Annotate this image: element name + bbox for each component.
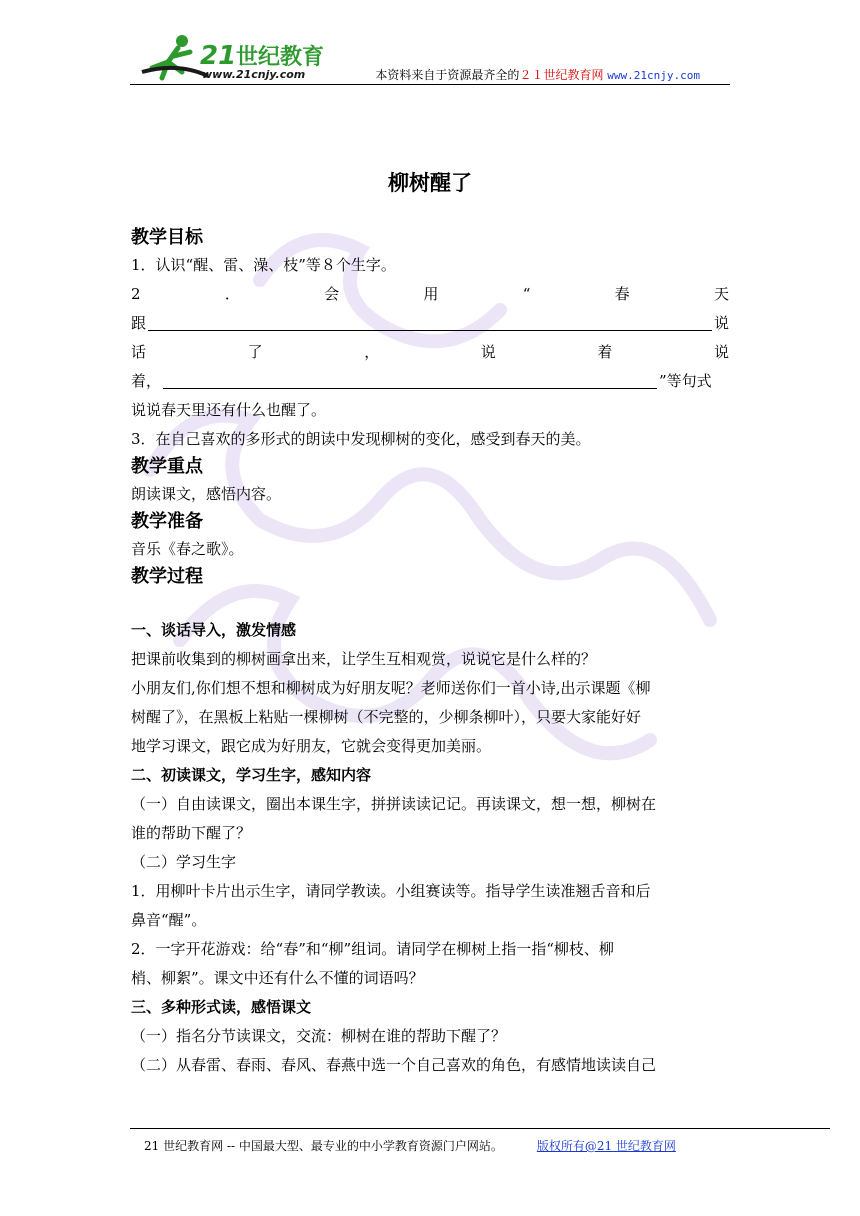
- process-part-2-title: 二、初读课文，学习生字，感知内容: [131, 766, 372, 784]
- prep-text: 音乐《春之歌》。: [131, 540, 244, 558]
- process-part-3-title: 三、多种形式读，感悟课文: [131, 998, 312, 1016]
- goal-item-3: 3．在自己喜欢的多形式的朗读中发现柳树的变化，感受到春天的美。: [131, 430, 591, 448]
- process-part-2-b2-line-1: 2．一字开花游戏：给“春”和“柳”组词。请同学在柳树上指一指“柳枝、柳: [131, 940, 614, 958]
- header-divider: [130, 84, 730, 85]
- goal-item-1: 1．认识“醒、雷、澡、枝”等８个生字。: [131, 256, 396, 274]
- footer-text: 21 世纪教育网 -- 中国最大型、最专业的中小学教育资源门户网站。: [144, 1139, 503, 1153]
- process-part-1-p1: 把课前收集到的柳树画拿出来，让学生互相观赏，说说它是什么样的？: [131, 650, 597, 668]
- section-heading-process: 教学过程: [131, 566, 203, 587]
- fill-in-blank-2: [163, 388, 657, 389]
- goal-item-2-line-2: 跟 说: [131, 314, 729, 332]
- process-part-2-a-line-1: （一）自由读课文，圈出本课生字，拼拼读读记记。再读课文，想一想，柳树在: [131, 795, 657, 813]
- document-body: [131, 225, 729, 1080]
- svg-text:世纪教育: 世纪教育: [236, 45, 325, 70]
- header-note-url[interactable]: www.21cnjy.com: [607, 69, 700, 82]
- page-header: [130, 28, 730, 86]
- goal-item-2-line-5: 说说春天里还有什么也醒了。: [131, 401, 327, 419]
- section-heading-prep: 教学准备: [131, 511, 203, 532]
- svg-text:www.21cnjy.com: www.21cnjy.com: [202, 68, 306, 81]
- footer-copyright-link[interactable]: 版权所有@21 世纪教育网: [536, 1139, 676, 1153]
- goal-item-2-line-3: 话 了 ， 说 着 说: [131, 343, 729, 361]
- process-part-2-a-line-2: 谁的帮助下醒了？: [131, 824, 252, 842]
- svg-text:21: 21: [200, 41, 237, 71]
- header-source-note: [375, 66, 700, 83]
- process-part-3-b: （二）从春雷、春雨、春风、春燕中选一个自己喜欢的角色，有感情地读读自己: [131, 1056, 657, 1074]
- process-part-1-p2-line-2: 树醒了》，在黑板上粘贴一棵柳树（不完整的，少柳条柳叶），只要大家能好好: [131, 708, 642, 726]
- page-footer: [144, 1137, 676, 1154]
- section-heading-focus: 教学重点: [131, 456, 203, 477]
- process-part-1-p2-line-1: 小朋友们,你们想不想和柳树成为好朋友呢？老师送你们一首小诗,出示课题《柳: [131, 679, 651, 697]
- footer-divider: [130, 1128, 830, 1129]
- process-part-2-b: （二）学习生字: [131, 853, 237, 871]
- process-part-1-p2-line-3: 地学习课文，跟它成为好朋友，它就会变得更加美丽。: [131, 737, 492, 755]
- section-heading-goals: 教学目标: [131, 227, 203, 248]
- header-note-prefix: 本资料来自于资源最齐全的: [375, 68, 520, 82]
- process-part-2-b2-line-2: 梢、柳絮”。课文中还有什么不懂的词语吗？: [131, 969, 424, 987]
- goal-item-2-line-1: 2 ． 会 用 “ 春 天: [131, 285, 729, 303]
- process-part-1-title: 一、谈话导入，激发情感: [131, 621, 297, 639]
- process-part-2-b1-line-2: 鼻音“醒”。: [131, 911, 207, 929]
- process-part-2-b1-line-1: 1．用柳叶卡片出示生字，请同学教读。小组赛读等。指导学生读准翘舌音和后: [131, 882, 651, 900]
- process-part-3-a: （一）指名分节读课文，交流：柳树在谁的帮助下醒了？: [131, 1027, 507, 1045]
- header-note-sitename: ２１世纪教育网: [519, 68, 604, 82]
- document-title: 柳树醒了: [388, 171, 472, 195]
- goal-item-2-line-4: 着， ”等句式: [131, 372, 712, 390]
- focus-text: 朗读课文，感悟内容。: [131, 485, 282, 503]
- site-logo: [138, 32, 348, 84]
- fill-in-blank-1: [148, 330, 712, 331]
